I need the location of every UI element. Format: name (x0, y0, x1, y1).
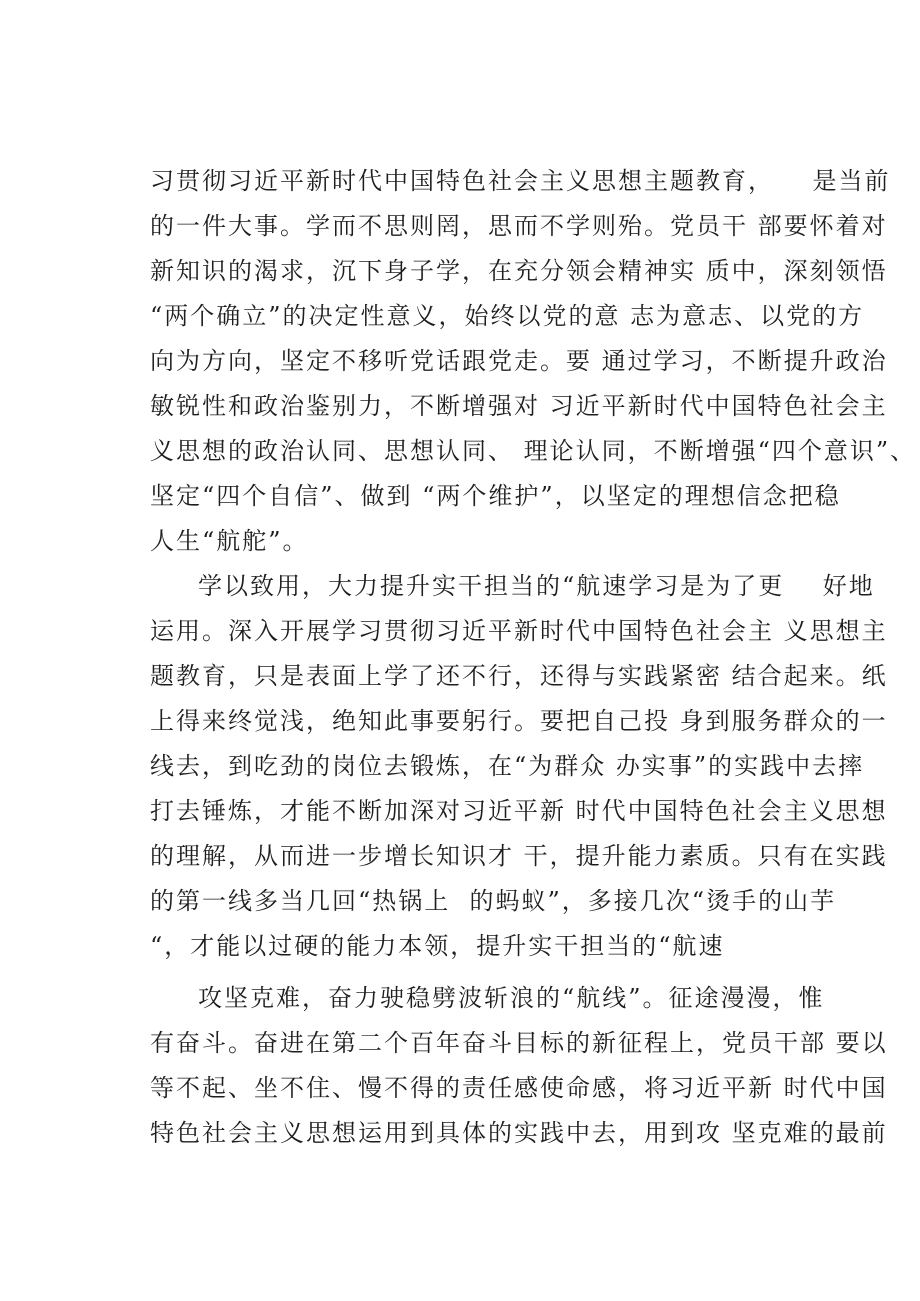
text-line: 线去，到吃劲的岗位去锻炼，在“为群众 办实事”的实践中去摔 (150, 752, 865, 780)
text-line: 等不起、坐不住、慢不得的责任感使命感，将习近平新 时代中国 (150, 1074, 888, 1102)
text-line: 有奋斗。奋进在第二个百年奋斗目标的新征程上，党员干部 要以 (150, 1029, 888, 1057)
text-line: 运用。深入开展学习贯彻习近平新时代中国特色社会主 义思想主 (150, 617, 888, 645)
paragraph-first-line: 学以致用，大力提升实干担当的“航速学习是为了更 好地 (198, 572, 875, 600)
text-line: 敏锐性和政治鉴别力，不断增强对 习近平新时代中国特色社会主 (150, 392, 888, 420)
text-line: 人生“航舵”。 (150, 527, 309, 555)
text-line: 坚定“四个自信”、做到 “两个维护”，以坚定的理想信念把稳 (150, 482, 841, 510)
paragraph-first-line: 攻坚克难，奋力驶稳劈波斩浪的“航线”。征途漫漫，惟 (198, 984, 825, 1012)
text-line: 上得来终觉浅，绝知此事要躬行。要把自己投 身到服务群众的一 (150, 707, 888, 735)
text-line: 义思想的政治认同、思想认同、 理论认同，不断增强“四个意识”、 (150, 437, 917, 465)
text-line: 的理解，从而进一步增长知识才 干，提升能力素质。只有在实践 (150, 842, 888, 870)
text-line: 打去锤炼，才能不断加深对习近平新 时代中国特色社会主义思想 (150, 797, 888, 825)
text-line: 的第一线多当几回“热锅上 的蚂蚁”，多接几次“烫手的山芋 (150, 887, 837, 915)
text-line: 的一件大事。学而不思则罔，思而不学则殆。党员干 部要怀着对 (150, 212, 888, 240)
text-line: 特色社会主义思想运用到具体的实践中去，用到攻 坚克难的最前 (150, 1119, 888, 1147)
text-line: “两个确立”的决定性意义，始终以党的意 志为意志、以党的方 (150, 302, 865, 330)
text-line: 新知识的渴求，沉下身子学，在充分领会精神实 质中，深刻领悟 (150, 257, 888, 285)
text-line: 习贯彻习近平新时代中国特色社会主义思想主题教育， 是当前 (150, 167, 891, 195)
text-line: “，才能以过硬的能力本领，提升实干担当的“航速 (150, 932, 725, 960)
text-line: 向为方向，坚定不移听党话跟党走。要 通过学习，不断提升政治 (150, 347, 888, 375)
text-line: 题教育，只是表面上学了还不行，还得与实践紧密 结合起来。纸 (150, 662, 888, 690)
